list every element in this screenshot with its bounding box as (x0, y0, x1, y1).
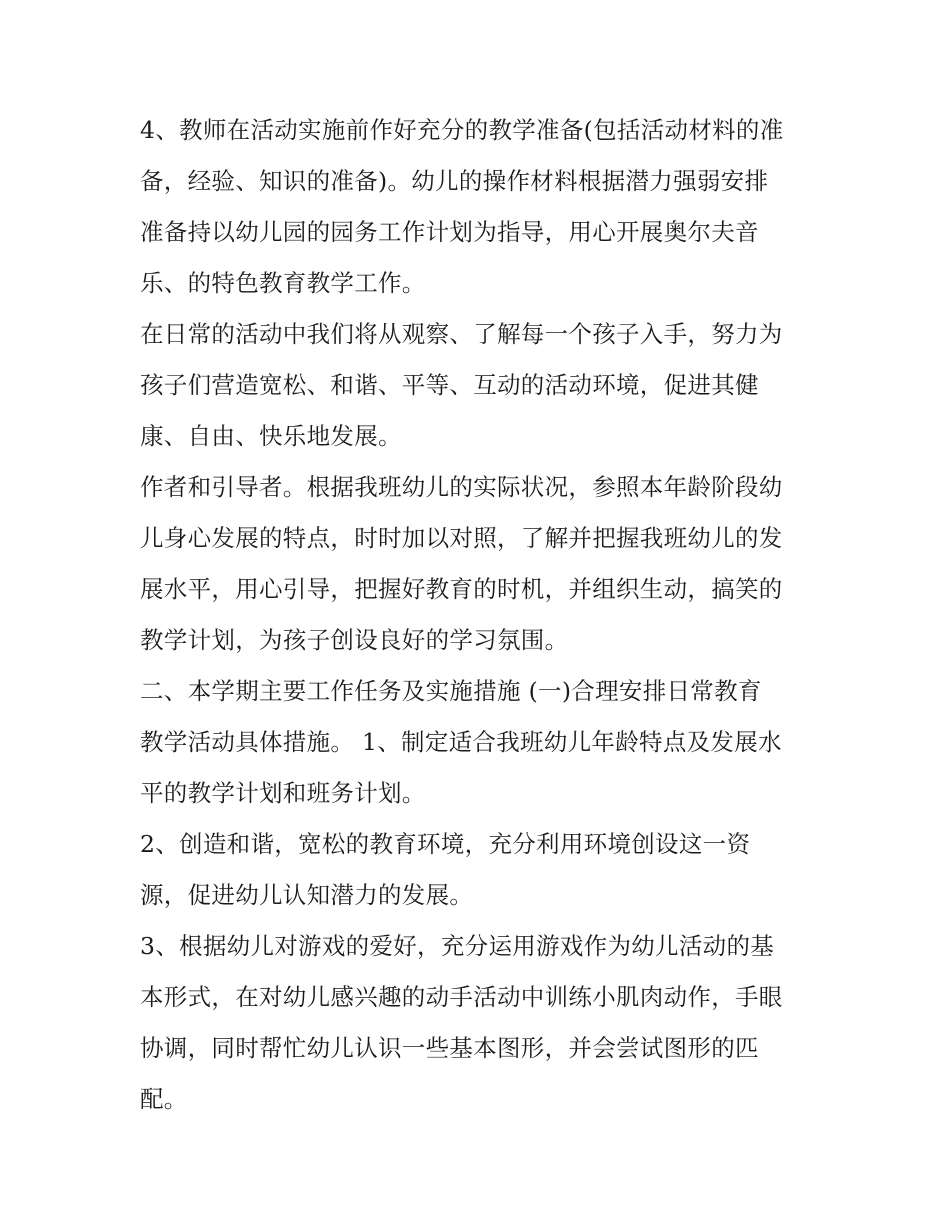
text-line: 作者和引导者。根据我班幼儿的实际状况，参照本年龄阶段幼 (140, 473, 783, 501)
text-line: 平的教学计划和班务计划。 (140, 779, 426, 807)
text-line: 教学活动具体措施。 1、制定适合我班幼儿年龄特点及发展水 (140, 728, 782, 756)
text-line: 二、本学期主要工作任务及实施措施 (一)合理安排日常教育 (140, 677, 762, 705)
text-line: 4、教师在活动实施前作好充分的教学准备(包括活动材料的准 (140, 116, 784, 144)
text-line: 源，促进幼儿认知潜力的发展。 (140, 881, 474, 909)
text-line: 在日常的活动中我们将从观察、了解每一个孩子入手，努力为 (140, 320, 783, 348)
text-line: 准备持以幼儿园的园务工作计划为指导，用心开展奥尔夫音 (140, 218, 759, 246)
text-line: 孩子们营造宽松、和谐、平等、互动的活动环境，促进其健 (140, 371, 759, 399)
document-body (140, 105, 820, 1125)
text-line: 2、创造和谐，宽松的教育环境，充分利用环境创设这一资 (140, 830, 751, 858)
text-line: 配。 (140, 1085, 188, 1113)
text-line: 展水平，用心引导，把握好教育的时机，并组织生动，搞笑的 (140, 575, 783, 603)
text-line: 3、根据幼儿对游戏的爱好，充分运用游戏作为幼儿活动的基 (140, 932, 775, 960)
text-line: 本形式，在对幼儿感兴趣的动手活动中训练小肌肉动作，手眼 (140, 983, 783, 1011)
text-line: 教学计划，为孩子创设良好的学习氛围。 (140, 626, 569, 654)
text-line: 儿身心发展的特点，时时加以对照，了解并把握我班幼儿的发 (140, 524, 783, 552)
text-line: 协调，同时帮忙幼儿认识一些基本图形，并会尝试图形的匹 (140, 1034, 759, 1062)
text-line: 乐、的特色教育教学工作。 (140, 269, 426, 297)
text-line: 康、自由、快乐地发展。 (140, 422, 402, 450)
text-line: 备，经验、知识的准备)。幼儿的操作材料根据潜力强弱安排 (140, 167, 769, 195)
